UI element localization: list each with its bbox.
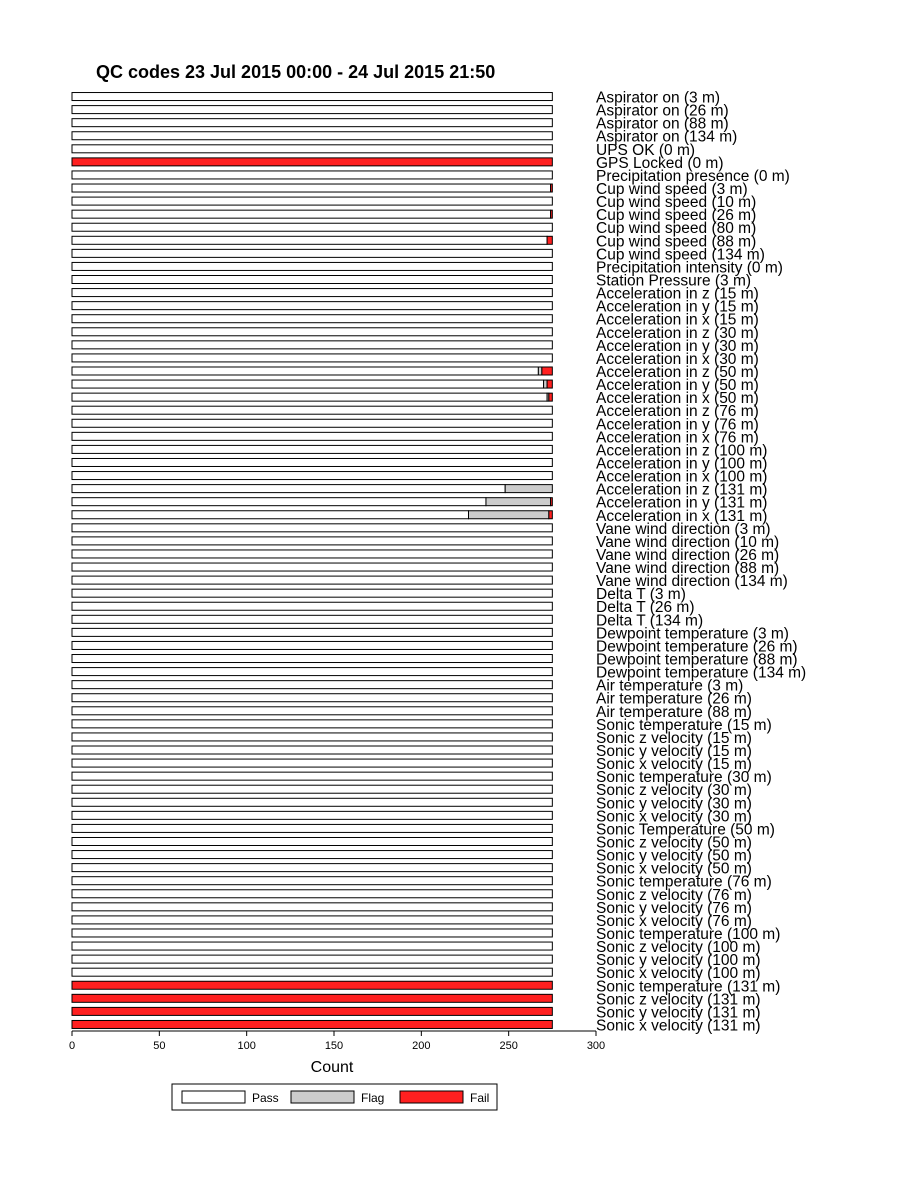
x-tick-label-1: 50 — [153, 1040, 166, 1052]
category-label-43: Dewpoint temperature (88 m) — [596, 651, 798, 669]
legend-label-fail: Fail — [470, 1091, 490, 1105]
legend-label-pass: Pass — [252, 1091, 279, 1105]
category-label-63: Sonic x velocity (76 m) — [596, 912, 752, 930]
bar-segment-pass-26 — [72, 432, 552, 440]
bar-segment-pass-36 — [72, 563, 552, 571]
bar-segment-pass-46 — [72, 694, 552, 702]
bar-segment-fail-68 — [72, 981, 552, 989]
bar-segment-pass-3 — [72, 132, 552, 140]
bar-segment-pass-9 — [72, 210, 551, 218]
category-labels — [596, 90, 806, 1035]
category-label-19: Acceleration in y (30 m) — [596, 337, 759, 355]
category-label-21: Acceleration in z (50 m) — [596, 363, 759, 381]
category-label-9: Cup wind speed (26 m) — [596, 207, 757, 225]
bar-segment-pass-41 — [72, 628, 552, 636]
bar-segment-fail-22 — [547, 380, 552, 388]
bar-segment-pass-31 — [72, 498, 486, 506]
bar-segment-pass-17 — [72, 315, 552, 323]
bar-segment-pass-2 — [72, 119, 552, 127]
bar-segment-fail-5 — [72, 158, 552, 166]
bar-segment-pass-21 — [72, 367, 538, 375]
bar-segment-pass-18 — [72, 328, 552, 336]
category-label-34: Vane wind direction (10 m) — [596, 533, 780, 551]
category-label-31: Acceleration in y (131 m) — [596, 494, 768, 512]
category-label-42: Dewpoint temperature (26 m) — [596, 638, 798, 656]
bar-segment-fail-7 — [551, 184, 553, 192]
legend-label-flag: Flag — [361, 1091, 385, 1105]
category-label-6: Precipitation presence (0 m) — [596, 167, 790, 185]
bar-segment-pass-63 — [72, 916, 552, 924]
bar-segment-pass-61 — [72, 890, 552, 898]
bar-segment-pass-1 — [72, 106, 552, 114]
category-label-24: Acceleration in z (76 m) — [596, 403, 759, 421]
bar-segment-fail-71 — [72, 1020, 552, 1028]
bar-segment-pass-64 — [72, 929, 552, 937]
category-label-14: Station Pressure (3 m) — [596, 272, 752, 290]
x-tick-label-2: 100 — [237, 1040, 256, 1052]
category-label-16: Acceleration in y (15 m) — [596, 298, 759, 316]
category-label-10: Cup wind speed (80 m) — [596, 220, 757, 238]
bar-segment-pass-48 — [72, 720, 552, 728]
chart-title: QC codes 23 Jul 2015 00:00 - 24 Jul 2015 21:50 — [96, 62, 496, 82]
bar-segment-pass-11 — [72, 236, 547, 244]
bars-group — [72, 93, 552, 1029]
bar-segment-pass-47 — [72, 707, 552, 715]
category-label-58: Sonic y velocity (50 m) — [596, 847, 752, 865]
bar-segment-pass-14 — [72, 276, 552, 284]
category-label-27: Acceleration in z (100 m) — [596, 442, 768, 460]
bar-segment-pass-54 — [72, 798, 552, 806]
category-label-4: UPS OK (0 m) — [596, 141, 696, 159]
legend-swatch-fail — [400, 1091, 463, 1103]
category-label-33: Vane wind direction (3 m) — [596, 520, 771, 538]
bar-segment-pass-15 — [72, 289, 552, 297]
category-label-5: GPS Locked (0 m) — [596, 154, 724, 172]
category-label-38: Delta T (3 m) — [596, 586, 686, 604]
bar-segment-pass-10 — [72, 223, 552, 231]
bar-segment-pass-49 — [72, 733, 552, 741]
category-label-15: Acceleration in z (15 m) — [596, 285, 759, 303]
bar-segment-pass-34 — [72, 537, 552, 545]
bar-segment-pass-20 — [72, 354, 552, 362]
bar-segment-pass-35 — [72, 550, 552, 558]
bar-segment-pass-23 — [72, 393, 547, 401]
category-label-18: Acceleration in z (30 m) — [596, 324, 759, 342]
bar-segment-pass-51 — [72, 759, 552, 767]
bar-segment-pass-55 — [72, 811, 552, 819]
category-label-20: Acceleration in x (30 m) — [596, 350, 759, 368]
category-label-39: Delta T (26 m) — [596, 599, 695, 617]
category-label-71: Sonic x velocity (131 m) — [596, 1017, 761, 1035]
bar-segment-pass-67 — [72, 968, 552, 976]
category-label-47: Air temperature (88 m) — [596, 703, 752, 721]
bar-segment-pass-30 — [72, 485, 505, 493]
bar-segment-pass-12 — [72, 249, 552, 257]
category-label-57: Sonic z velocity (50 m) — [596, 834, 752, 852]
bar-segment-pass-56 — [72, 824, 552, 832]
bar-segment-pass-50 — [72, 746, 552, 754]
bar-segment-pass-52 — [72, 772, 552, 780]
category-label-35: Vane wind direction (26 m) — [596, 546, 780, 564]
category-label-69: Sonic z velocity (131 m) — [596, 991, 761, 1009]
category-label-65: Sonic z velocity (100 m) — [596, 939, 761, 957]
bar-segment-pass-29 — [72, 472, 552, 480]
bar-segment-fail-31 — [551, 498, 553, 506]
bar-segment-pass-22 — [72, 380, 544, 388]
bar-segment-pass-44 — [72, 668, 552, 676]
category-label-51: Sonic x velocity (15 m) — [596, 756, 752, 774]
category-label-45: Air temperature (3 m) — [596, 677, 744, 695]
category-label-29: Acceleration in x (100 m) — [596, 468, 768, 486]
bar-segment-flag-22 — [544, 380, 547, 388]
legend-swatch-pass — [182, 1091, 245, 1103]
legend-swatch-flag — [291, 1091, 354, 1103]
category-label-68: Sonic temperature (131 m) — [596, 978, 781, 996]
bar-segment-pass-60 — [72, 877, 552, 885]
bar-segment-pass-59 — [72, 864, 552, 872]
category-label-25: Acceleration in y (76 m) — [596, 416, 759, 434]
bar-segment-pass-33 — [72, 524, 552, 532]
category-label-56: Sonic Temperature (50 m) — [596, 821, 775, 839]
bar-segment-fail-70 — [72, 1007, 552, 1015]
x-tick-label-5: 250 — [499, 1040, 518, 1052]
category-label-7: Cup wind speed (3 m) — [596, 181, 748, 199]
bar-segment-flag-21 — [538, 367, 541, 375]
x-tick-label-3: 150 — [324, 1040, 344, 1052]
category-label-17: Acceleration in x (15 m) — [596, 311, 759, 329]
bar-segment-pass-57 — [72, 837, 552, 845]
category-label-48: Sonic temperature (15 m) — [596, 716, 772, 734]
bar-segment-pass-4 — [72, 145, 552, 153]
category-label-49: Sonic z velocity (15 m) — [596, 729, 752, 747]
category-label-60: Sonic temperature (76 m) — [596, 873, 772, 891]
category-label-64: Sonic temperature (100 m) — [596, 925, 781, 943]
bar-segment-pass-19 — [72, 341, 552, 349]
bar-segment-pass-66 — [72, 955, 552, 963]
bar-segment-pass-6 — [72, 171, 552, 179]
bar-segment-pass-43 — [72, 655, 552, 663]
bar-segment-pass-53 — [72, 785, 552, 793]
bar-segment-fail-69 — [72, 994, 552, 1002]
category-label-55: Sonic x velocity (30 m) — [596, 808, 752, 826]
category-label-30: Acceleration in z (131 m) — [596, 481, 768, 499]
bar-segment-flag-32 — [468, 511, 548, 519]
category-label-66: Sonic y velocity (100 m) — [596, 952, 761, 970]
bar-segment-pass-42 — [72, 641, 552, 649]
bar-segment-pass-65 — [72, 942, 552, 950]
category-label-70: Sonic y velocity (131 m) — [596, 1004, 761, 1022]
bar-segment-fail-32 — [549, 511, 552, 519]
x-tick-label-4: 200 — [412, 1040, 431, 1052]
bar-segment-fail-21 — [542, 367, 552, 375]
category-label-23: Acceleration in x (50 m) — [596, 390, 759, 408]
category-label-26: Acceleration in x (76 m) — [596, 429, 759, 447]
category-label-13: Precipitation intensity (0 m) — [596, 259, 783, 277]
category-label-37: Vane wind direction (134 m) — [596, 573, 788, 591]
bar-segment-pass-13 — [72, 262, 552, 270]
category-label-1: Aspirator on (26 m) — [596, 102, 729, 120]
bar-segment-pass-24 — [72, 406, 552, 414]
legend — [172, 1084, 497, 1110]
category-label-67: Sonic x velocity (100 m) — [596, 965, 761, 983]
bar-segment-pass-37 — [72, 576, 552, 584]
bar-segment-fail-9 — [551, 210, 553, 218]
category-label-52: Sonic temperature (30 m) — [596, 769, 772, 787]
category-label-59: Sonic x velocity (50 m) — [596, 860, 752, 878]
bar-segment-fail-23 — [549, 393, 552, 401]
category-label-28: Acceleration in y (100 m) — [596, 455, 768, 473]
bar-segment-pass-27 — [72, 445, 552, 453]
x-tick-label-6: 300 — [586, 1040, 606, 1052]
bar-segment-flag-30 — [505, 485, 552, 493]
bar-segment-fail-11 — [547, 236, 552, 244]
bar-segment-pass-16 — [72, 302, 552, 310]
bar-segment-pass-28 — [72, 458, 552, 466]
bar-segment-flag-31 — [486, 498, 551, 506]
bar-segment-pass-58 — [72, 851, 552, 859]
category-label-40: Delta T (134 m) — [596, 612, 704, 630]
bar-segment-pass-25 — [72, 419, 552, 427]
category-label-22: Acceleration in y (50 m) — [596, 377, 759, 395]
bar-segment-pass-32 — [72, 511, 468, 519]
bar-segment-pass-62 — [72, 903, 552, 911]
x-tick-label-0: 0 — [68, 1040, 76, 1052]
bar-segment-pass-8 — [72, 197, 552, 205]
bar-segment-pass-0 — [72, 93, 552, 101]
category-label-0: Aspirator on (3 m) — [596, 89, 721, 107]
category-label-3: Aspirator on (134 m) — [596, 128, 738, 146]
category-label-11: Cup wind speed (88 m) — [596, 233, 757, 251]
category-label-36: Vane wind direction (88 m) — [596, 560, 780, 578]
category-label-41: Dewpoint temperature (3 m) — [596, 625, 789, 643]
category-label-61: Sonic z velocity (76 m) — [596, 886, 752, 904]
category-label-50: Sonic y velocity (15 m) — [596, 743, 752, 761]
category-label-62: Sonic y velocity (76 m) — [596, 899, 752, 917]
bar-segment-pass-39 — [72, 602, 552, 610]
category-label-32: Acceleration in x (131 m) — [596, 507, 768, 525]
bar-segment-pass-7 — [72, 184, 551, 192]
category-label-8: Cup wind speed (10 m) — [596, 194, 757, 212]
x-axis-title: Count — [310, 1059, 354, 1076]
category-label-46: Air temperature (26 m) — [596, 690, 752, 708]
category-label-53: Sonic z velocity (30 m) — [596, 782, 752, 800]
bar-segment-pass-45 — [72, 681, 552, 689]
category-label-54: Sonic y velocity (30 m) — [596, 795, 752, 813]
category-label-2: Aspirator on (88 m) — [596, 115, 729, 133]
category-label-12: Cup wind speed (134 m) — [596, 246, 765, 264]
bar-segment-pass-38 — [72, 589, 552, 597]
x-axis — [69, 1031, 605, 1052]
category-label-44: Dewpoint temperature (134 m) — [596, 664, 807, 682]
bar-segment-pass-40 — [72, 615, 552, 623]
